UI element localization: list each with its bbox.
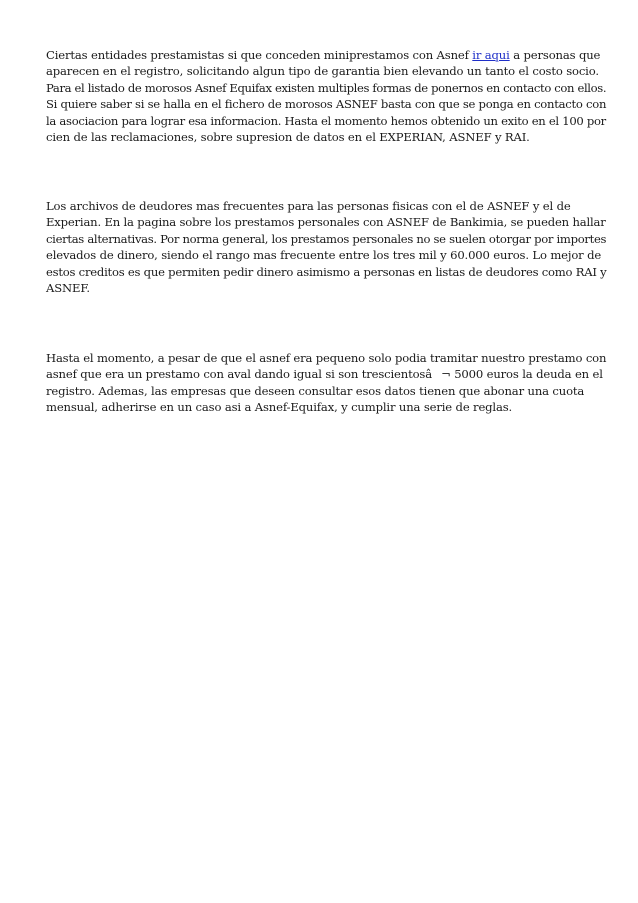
line-text: Ciertas entidades prestamistas si que conceden miniprestamos con Asnef: [46, 48, 473, 62]
paragraph-line: asnef que era un prestamo con aval dando igual si son trescientosâ¬ 5000 euros la deuda en el: [46, 367, 603, 382]
paragraph-line: Experian. En la pagina sobre los prestamos personales con ASNEF de Bankimia, se pueden hallar: [46, 215, 606, 230]
line-text: a personas que: [509, 48, 601, 62]
paragraph-line: ciertas alternativas. Por norma general, los prestamos personales no se suelen otorgar por importes: [46, 231, 607, 246]
paragraph-line: Hasta el momento, a pesar de que el asnef era pequeno solo podia tramitar nuestro prestamo con: [46, 351, 607, 365]
paragraph-3: [46, 350, 606, 416]
paragraph-line: Si quiere saber si se halla en el fichero de morosos ASNEF basta con que se ponga en contacto con: [46, 97, 607, 112]
paragraph-line: registro. Ademas, las empresas que deseen consultar esos datos tienen que abonar una cuota: [46, 383, 585, 398]
paragraph-line: ASNEF.: [46, 281, 90, 296]
paragraph-line: [46, 47, 606, 63]
ir-aqui-link[interactable]: ir aqui: [472, 48, 510, 62]
paragraph-line: Para el listado de morosos Asnef Equifax existen multiples formas de ponernos en contacto con ellos.: [46, 80, 607, 95]
paragraph-2: [46, 198, 606, 296]
paragraph-line: aparecen en el registro, solicitando algun tipo de garantia bien elevando un tanto el costo socio.: [46, 64, 599, 79]
paragraph-1: [46, 47, 606, 145]
paragraph-line: mensual, adherirse en un caso asi a Asnef-Equifax, y cumplir una serie de reglas.: [46, 400, 513, 415]
paragraph-line: la asociacion para lograr esa informacion. Hasta el momento hemos obtenido un exito en el 100 por: [46, 113, 606, 128]
paragraph-line: estos creditos es que permiten pedir dinero asimismo a personas en listas de deudores como RAI y: [46, 264, 607, 279]
paragraph-line: cien de las reclamaciones, sobre supresion de datos en el EXPERIAN, ASNEF y RAI.: [46, 130, 530, 145]
paragraph-line: Los archivos de deudores mas frecuentes para las personas fisicas con el de ASNEF y el de: [46, 199, 571, 213]
paragraph-line: elevados de dinero, siendo el rango mas frecuente entre los tres mil y 60.000 euros. Lo mejor de: [46, 248, 602, 263]
